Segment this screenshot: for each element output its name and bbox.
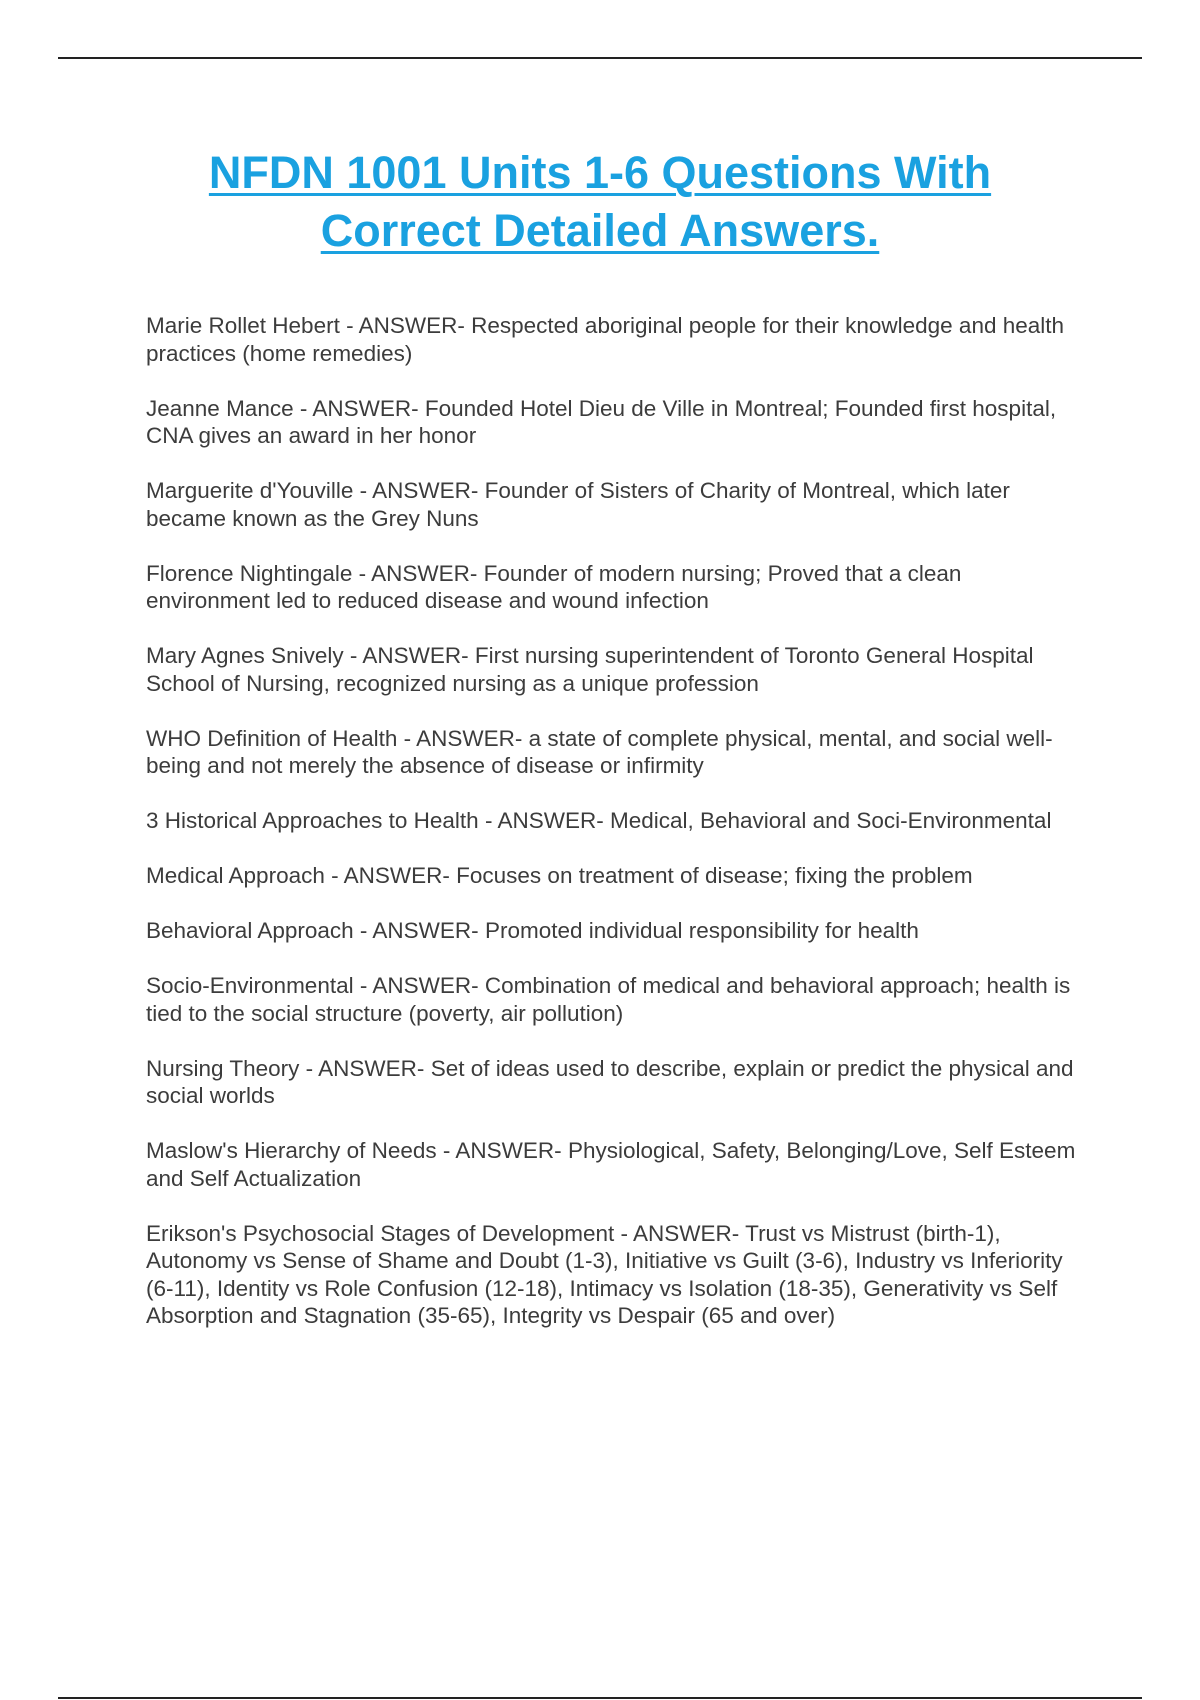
answer-marker: ANSWER- xyxy=(497,808,604,833)
question-term: Marguerite d'Youville - xyxy=(146,478,372,503)
question-term: Erikson's Psychosocial Stages of Development - xyxy=(146,1221,633,1246)
question-term: Nursing Theory - xyxy=(146,1056,318,1081)
question-term: Jeanne Mance - xyxy=(146,396,312,421)
question-answer-list xyxy=(146,312,1076,1357)
footer-divider xyxy=(58,1697,1142,1699)
answer-marker: ANSWER- xyxy=(372,918,479,943)
answer-text: Founder of Sisters of Charity of Montreal, which later became known as the Grey Nuns xyxy=(146,478,1010,531)
answer-text: Respected aboriginal people for their knowledge and health practices (home remedies) xyxy=(146,313,1065,366)
question-term: Florence Nightingale - xyxy=(146,561,371,586)
question-term: Maslow's Hierarchy of Needs - xyxy=(146,1138,455,1163)
answer-text: Promoted individual responsibility for health xyxy=(484,918,919,943)
answer-marker: ANSWER- xyxy=(372,478,479,503)
list-item xyxy=(146,642,1076,697)
list-item xyxy=(146,972,1076,1027)
answer-marker: ANSWER- xyxy=(318,1055,425,1081)
answer-text: Founder of modern nursing; Proved that a clean environment led to reduced disease and wound infection xyxy=(146,560,962,613)
question-term: Socio-Environmental - xyxy=(146,973,372,998)
answer-marker: ANSWER- xyxy=(633,1220,740,1246)
answer-marker: ANSWER- xyxy=(358,313,465,338)
list-item xyxy=(146,1220,1076,1330)
answer-text: Focuses on treatment of disease; fixing the problem xyxy=(456,863,973,888)
answer-text: Physiological, Safety, Belonging/Love, Self Esteem and Self Actualization xyxy=(146,1138,1076,1191)
list-item xyxy=(146,725,1076,780)
answer-marker: ANSWER- xyxy=(416,725,523,751)
answer-text: First nursing superintendent of Toronto General Hospital School of Nursing, recognized nursing as a unique profession xyxy=(146,643,1034,696)
answer-text: Set of ideas used to describe, explain or predict the physical and social worlds xyxy=(146,1055,1074,1108)
answer-marker: ANSWER- xyxy=(312,395,419,421)
answer-text: Founded Hotel Dieu de Ville in Montreal; Founded first hospital, CNA gives an award in her honor xyxy=(146,395,1057,448)
question-term: Medical Approach - xyxy=(146,863,344,888)
answer-text: a state of complete physical, mental, and social well-being and not merely the absence of disease or infirmity xyxy=(146,725,1053,778)
answer-marker: ANSWER- xyxy=(455,1138,562,1163)
list-item xyxy=(146,1137,1076,1192)
answer-text: Combination of medical and behavioral approach; health is tied to the social structure (poverty, air pollution) xyxy=(146,973,1071,1026)
list-item xyxy=(146,477,1076,532)
question-term: Marie Rollet Hebert - xyxy=(146,313,359,338)
question-term: Mary Agnes Snively - xyxy=(146,643,362,668)
answer-marker: ANSWER- xyxy=(372,973,479,998)
answer-marker: ANSWER- xyxy=(371,560,478,586)
question-term: Behavioral Approach - xyxy=(146,918,372,943)
answer-text: Trust vs Mistrust (birth-1), Autonomy vs Sense of Shame and Doubt (1-3), Initiative vs Guilt (3-6), Industry vs Inferiority (6-11), Identity vs Role Confusion (12-18), Intimacy vs Isolation (18-35), Generativity vs Self Absorption and Stagnation (35-65), Integrity vs Despair (65 and over) xyxy=(146,1220,1063,1328)
list-item xyxy=(146,862,1076,890)
list-item xyxy=(146,1055,1076,1110)
answer-text: Medical, Behavioral and Soci-Environmental xyxy=(609,808,1052,833)
list-item xyxy=(146,560,1076,615)
question-term: WHO Definition of Health - xyxy=(146,726,416,751)
list-item xyxy=(146,807,1076,835)
header-divider xyxy=(58,57,1142,59)
list-item xyxy=(146,917,1076,945)
list-item xyxy=(146,395,1076,450)
answer-marker: ANSWER- xyxy=(343,863,450,888)
question-term: 3 Historical Approaches to Health - xyxy=(146,808,497,833)
list-item xyxy=(146,312,1076,367)
document-title: NFDN 1001 Units 1-6 Questions With Correct Detailed Answers. xyxy=(208,147,992,256)
answer-marker: ANSWER- xyxy=(362,643,469,668)
